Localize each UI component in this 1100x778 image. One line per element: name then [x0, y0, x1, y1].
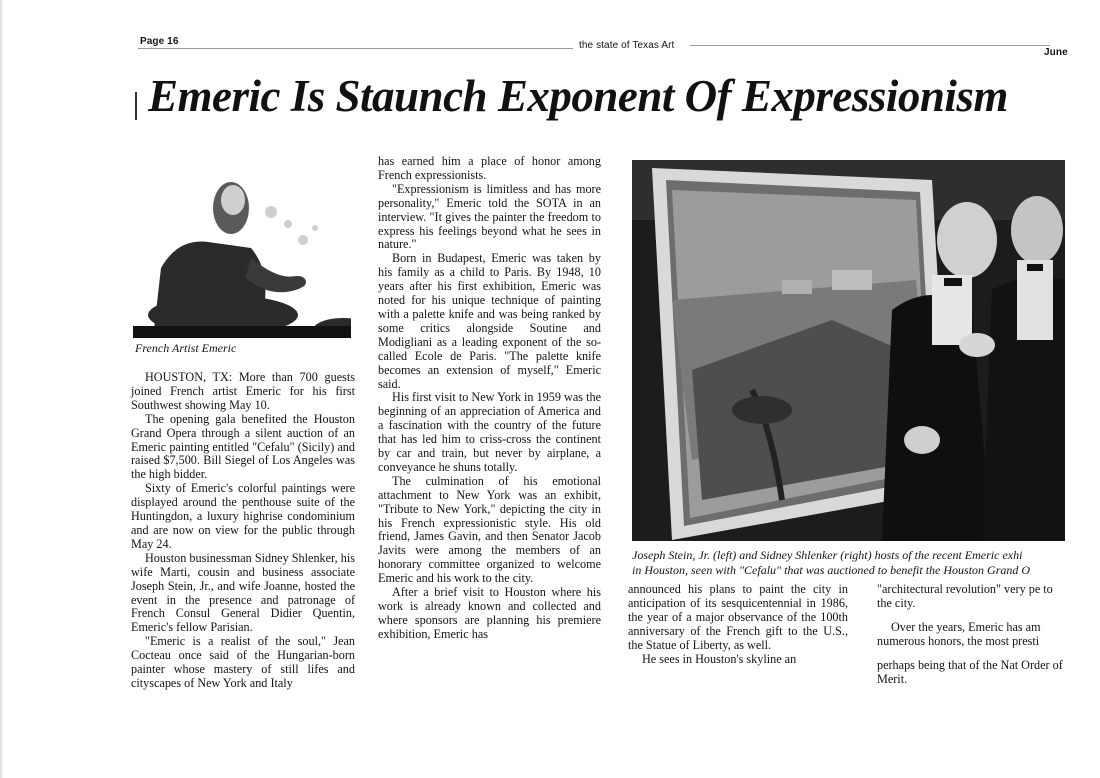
paragraph: HOUSTON, TX: More than 700 guests joined French artist Emeric for his first Southwest showing May 10. [131, 370, 355, 412]
header-rule-left [138, 48, 573, 49]
paragraph: "Emeric is a realist of the soul," Jean Cocteau once said of the Hungarian-born painter whose mastery of still lifes and cityscapes of New York and Italy [131, 634, 355, 690]
publication-name: the state of Texas Art [579, 40, 675, 51]
paragraph: has earned him a place of honor among French expressionists. [378, 154, 601, 182]
header-rule-right [690, 45, 1050, 46]
page-number: Page 16 [140, 36, 179, 47]
photo-caption-line-1: Joseph Stein, Jr. (left) and Sidney Shlenker (right) hosts of the recent Emeric exhi [632, 548, 1023, 562]
paragraph: The opening gala benefited the Houston Grand Opera through a silent auction of an Emeric painting entitled "Cefalu" (Sicily) and raised $7,500. Bill Siegel of Los Angeles was the high bidder. [131, 411, 355, 482]
paragraph: Born in Budapest, Emeric was taken by his family as a child to Paris. By 1948, 10 years after his first exhibition, Emeric was noted for his unique technique of painting with a palette knife and was being ranked by some critics alongside Soutine and Modigliani as a leading exponent of the so-called Ecole de Paris. "The palette knife becomes an extension of myself," Emeric said. [378, 251, 601, 391]
paragraph: "Expressionism is limitless and has more personality," Emeric told the SOTA in an interview. "It gives the painter the freedom to express his feelings beyond what he sees in nature." [378, 181, 601, 252]
paragraph: "architectural revolution" very pe to the city. [877, 582, 1053, 610]
headline: Emeric Is Staunch Exponent Of Expressionism [148, 71, 1008, 121]
article-column-4 [877, 583, 1067, 686]
event-photo [632, 160, 1065, 541]
portrait-photo [133, 150, 351, 338]
article-column-1 [131, 371, 355, 691]
paragraph: Sixty of Emeric's colorful paintings were displayed around the penthouse suite of the Huntingdon, a luxury highrise condominium and are now on view for the public through May 24. [131, 481, 355, 551]
article-column-2 [378, 155, 601, 642]
paragraph: After a brief visit to Houston where his work is already known and collected and where sponsors are planning his premiere exhibition, Emeric has [378, 585, 601, 641]
paragraph: He sees in Houston's skyline an [642, 651, 797, 666]
issue-date: June [1044, 47, 1068, 58]
paragraph: perhaps being that of the Nat Order of Merit. [877, 657, 1063, 686]
paragraph: Houston businessman Sidney Shlenker, his wife Marti, cousin and business associate Joseph Stein, Jr., and wife Joanne, hosted the event in the presence and patronage of French Consul General Didier Quentin, Emeric's fellow Parisian. [131, 550, 355, 635]
paragraph: His first visit to New York in 1959 was the beginning of an appreciation of America and a fascination with the country of the future that has led him to criss-cross the continent by car and train, but never by airplane, a conveyance he shuns totally. [378, 390, 601, 474]
photo-caption-line-2: in Houston, seen with "Cefalu" that was auctioned to benefit the Houston Grand O [632, 563, 1031, 577]
article-column-3 [628, 583, 848, 666]
paragraph: The culmination of his emotional attachment to New York was an exhibit, "Tribute to New York," depicting the city in his French expressionistic style. His old friend, James Gavin, and then Senator Jacob Javits were among the members of an honorary committee organized to welcome Emeric and his work to the city. [378, 473, 601, 586]
paragraph: announced his plans to paint the city in anticipation of its sesquicentennial in 1986, the year of a major observance of the 100th anniversary of the French gift to the U.S., the Statue of Liberty, as well. [628, 582, 848, 652]
headline-margin-mark [135, 92, 137, 120]
portrait-caption: French Artist Emeric [135, 341, 237, 355]
photo-caption [632, 548, 1072, 578]
paragraph: Over the years, Emeric has am numerous honors, the most presti [877, 619, 1041, 648]
scan-edge-shadow [0, 0, 4, 778]
